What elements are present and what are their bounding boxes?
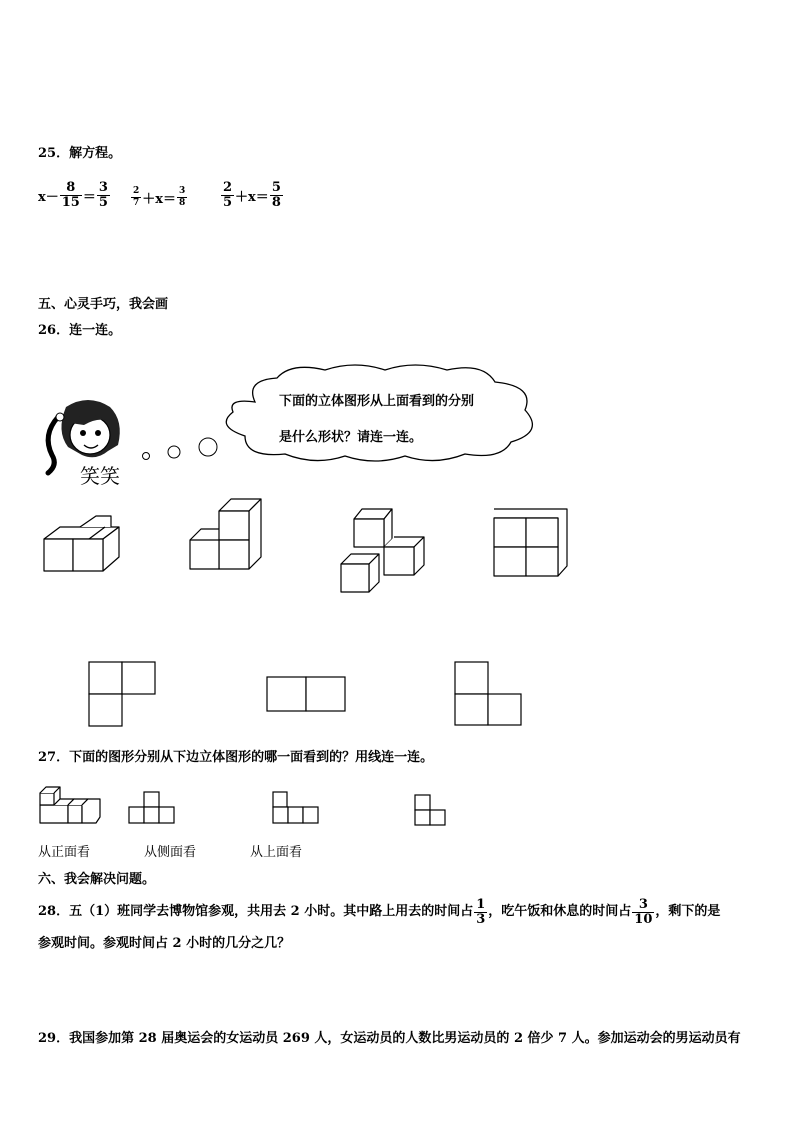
top-view-shape-1 [88,660,158,728]
bubble-line-2: 是什么形状？请连一连。 [279,430,423,445]
eq1-equals: ＝ [82,190,96,205]
q27-solid-figure [38,785,102,827]
bubble-line-1: 下面的立体图形从上面看到的分别 [279,394,475,409]
eq1-fraction-b: $\frac{3}{5}$ [98,180,108,210]
section6-title: 六、我会解决问题。 [38,872,156,887]
q25-equation-3 [220,181,284,210]
top-view-shape-2 [266,675,348,715]
eq3-op: ＋x＝ [235,190,269,205]
q28-line-1 [38,892,720,932]
solid-figure-1 [43,515,123,573]
q25-equation-2 [130,186,188,209]
q28-part-3: ，剩下的是 [655,904,721,919]
q29-text: 29．我国参加第 28 届奥运会的女运动员 269 人，女运动员的人数比男运动员的 2 倍少 7 人。参加运动会的男运动员有 [38,1031,741,1046]
q27-label-top: 从上面看 [250,845,303,860]
eq1-fraction-a: $\frac{8}{15}$ [61,180,80,210]
q27-label-side: 从侧面看 [144,845,197,860]
solid-figure-4 [491,506,571,578]
q25-equation-1 [38,181,111,210]
section5-title: 五、心灵手巧，我会画 [38,297,169,312]
eq3-fraction-a: $\frac{2}{5}$ [223,180,233,210]
q27-label-front: 从正面看 [38,845,91,860]
cloud-bubble-icon [215,362,545,462]
q28-fraction-1: $\frac{1}{3}$ [476,896,486,927]
solid-figure-2 [189,497,264,572]
solid-figure-3 [338,507,430,595]
q28-part-2: ，吃午饭和休息的时间占 [488,904,632,919]
q28-fraction-2: $\frac{3}{10}$ [634,896,653,927]
q26-title: 26．连一连。 [38,323,122,338]
character-name: 笑笑 [80,464,120,488]
eq2-fraction-a: $\frac{2}{7}$ [133,186,140,208]
eq2-fraction-b: $\frac{3}{8}$ [179,186,186,208]
eq1-lhs: x－ [38,190,59,205]
eq3-fraction-b: $\frac{5}{8}$ [271,180,281,210]
q27-title: 27．下面的图形分别从下边立体图形的哪一面看到的？用线连一连。 [38,750,434,765]
top-view-shape-3 [453,660,525,728]
q27-view-a [128,790,178,826]
q27-view-b [272,790,322,826]
q28-part-1: 28．五（1）班同学去博物馆参观，共用去 2 小时。其中路上用去的时间占 [38,904,474,919]
eq2-op: ＋x＝ [142,192,177,207]
q25-title: 25．解方程。 [38,146,122,161]
q28-line-2: 参观时间。参观时间占 2 小时的几分之几？ [38,936,291,951]
thought-dots-icon [140,430,220,470]
q27-view-c [414,793,448,829]
